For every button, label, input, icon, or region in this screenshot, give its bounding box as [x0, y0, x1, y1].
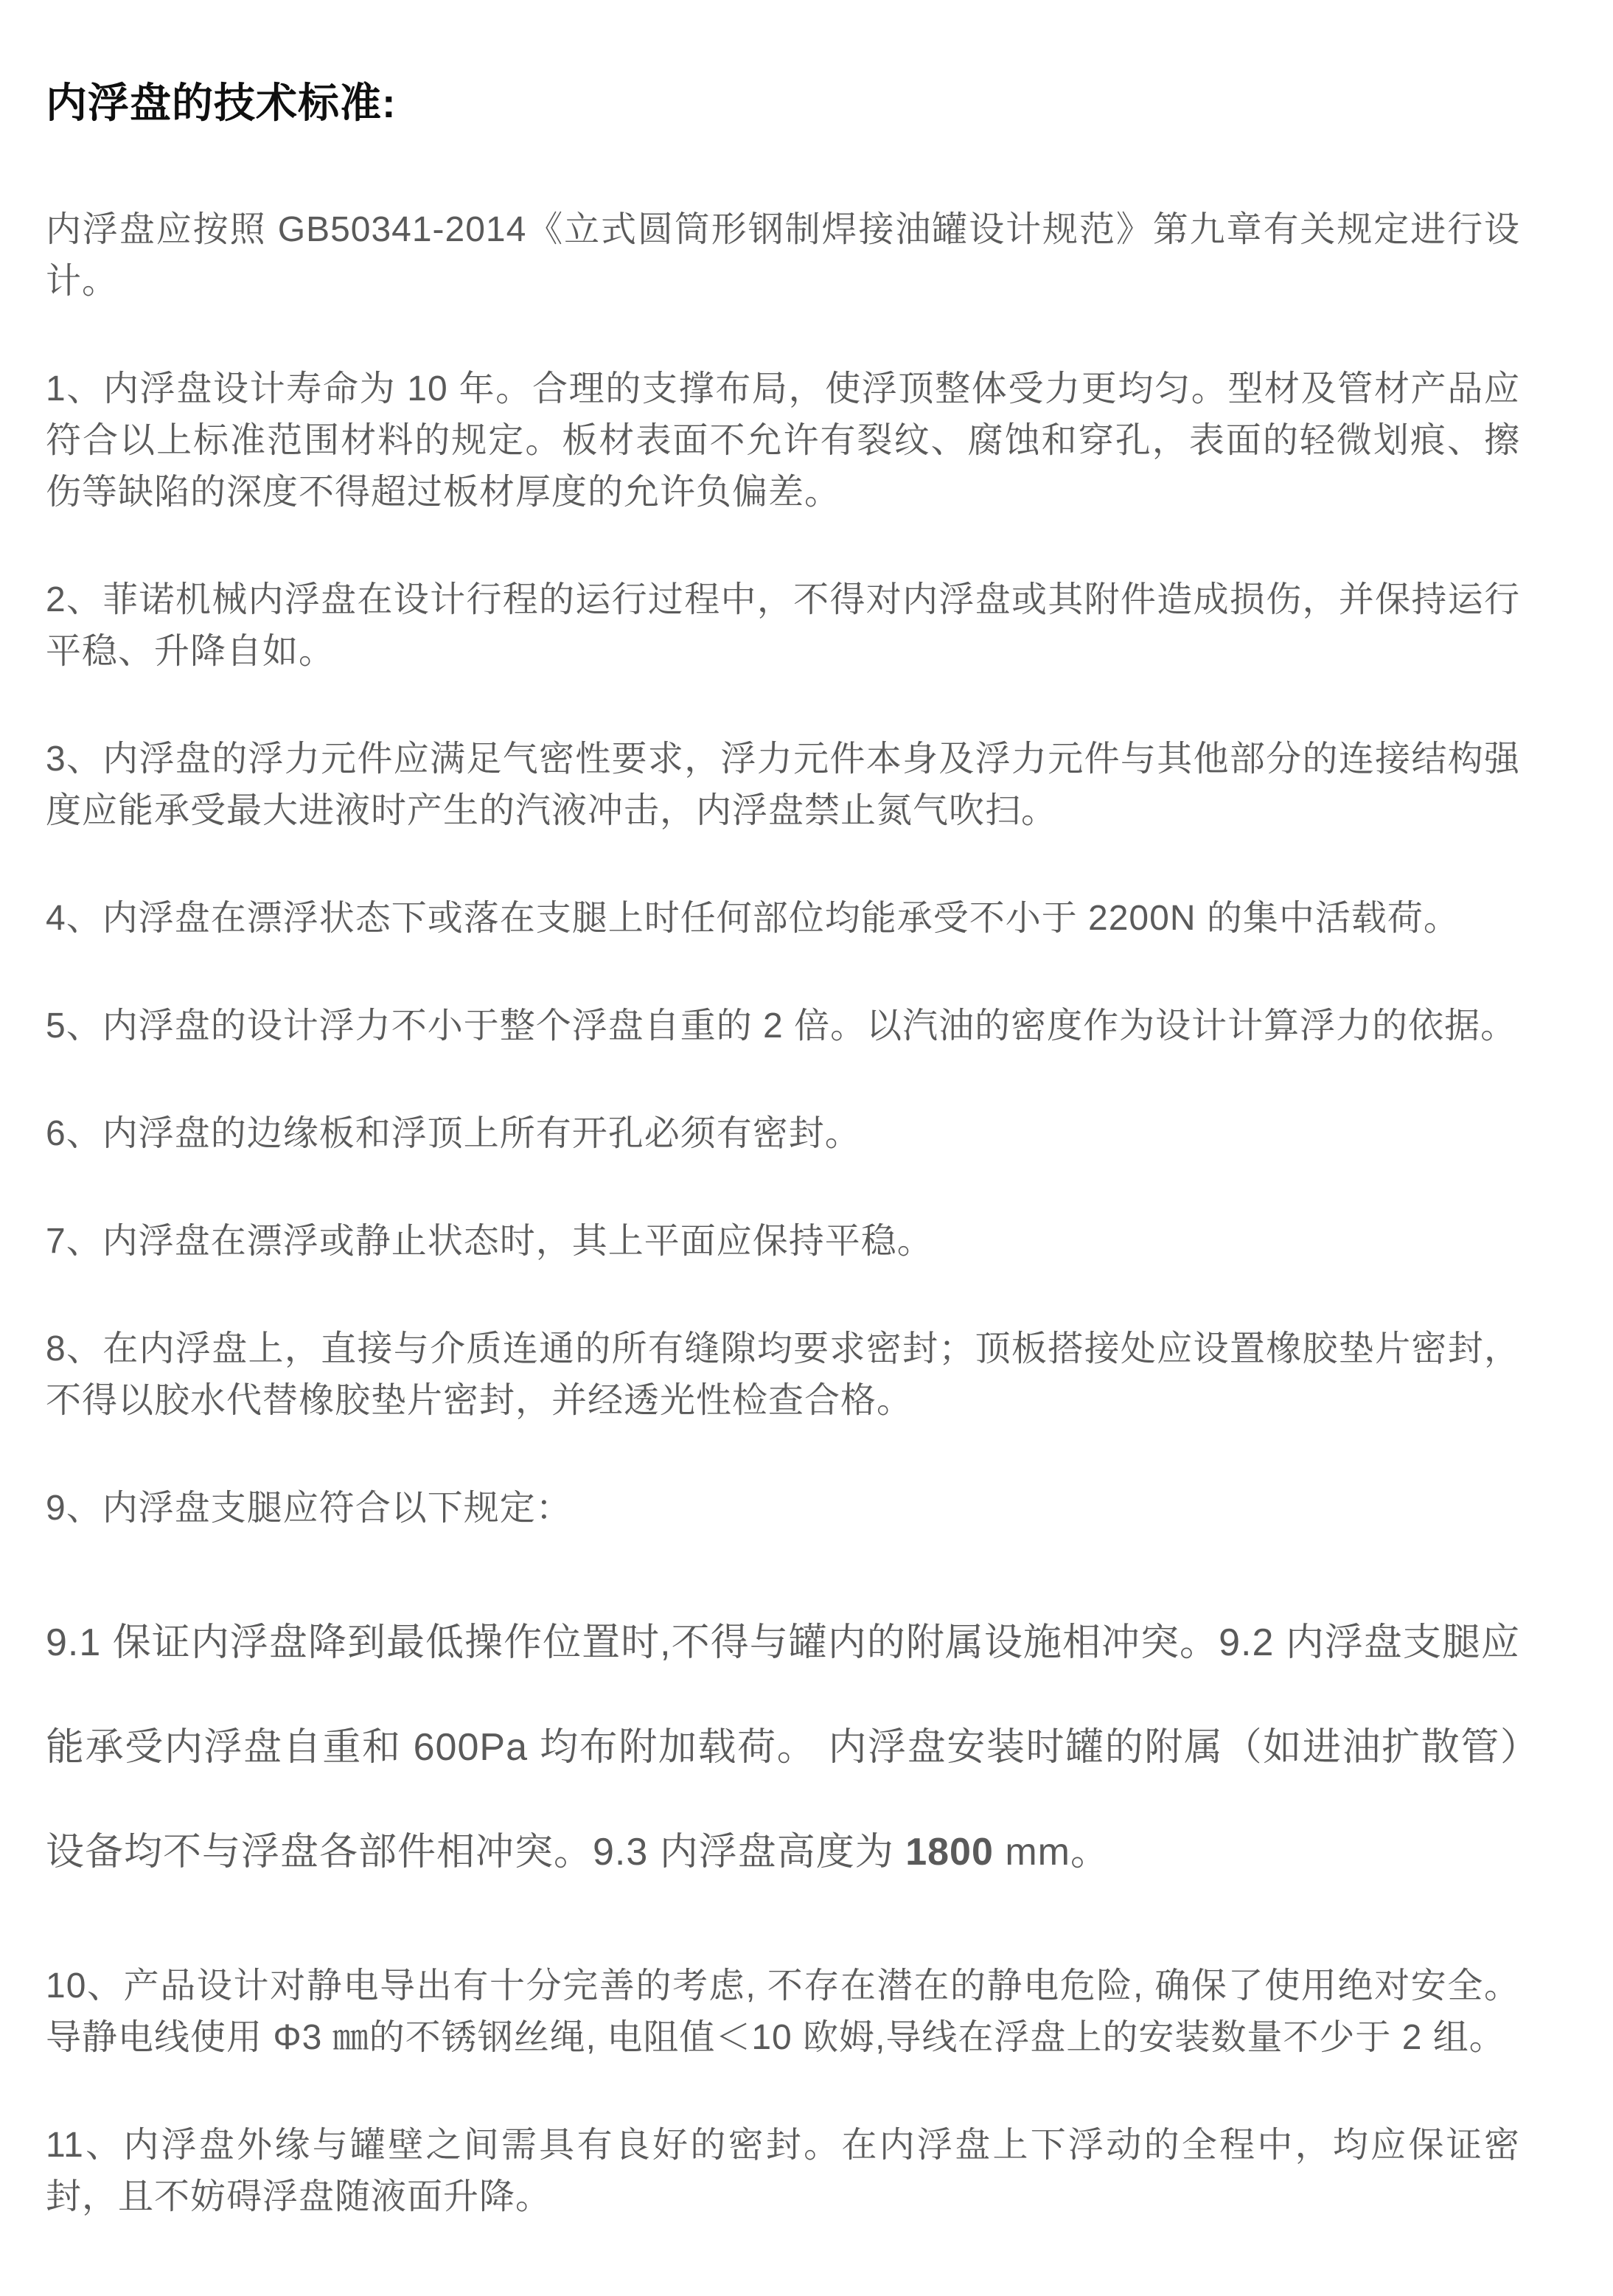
clause-3-paragraph: 3、内浮盘的浮力元件应满足气密性要求，浮力元件本身及浮力元件与其他部分的连接结构强度应能承受最大进液时产生的汽液冲击，内浮盘禁止氮气吹扫。 [46, 740, 1520, 830]
floating-deck-height-unit: mm。 [993, 1831, 1109, 1874]
clause-2-paragraph: 2、菲诺机械内浮盘在设计行程的运行过程中，不得对内浮盘或其附件造成损伤，并保持运行平稳、升降自如。 [46, 580, 1520, 671]
document-body [46, 79, 1520, 2223]
clause-10-paragraph: 10、产品设计对静电导出有十分完善的考虑, 不存在潜在的静电危险, 确保了使用绝对安全。导静电线使用 Φ3 ㎜的不锈钢丝绳, 电阻值＜10 欧姆,导线在浮盘上的安装数量不少于 2 组。 [46, 1966, 1520, 2057]
floating-deck-height-value: 1800 [905, 1831, 994, 1874]
page-title: 内浮盘的技术标准: [46, 80, 397, 126]
clause-5-paragraph: 5、内浮盘的设计浮力不小于整个浮盘自重的 2 倍。以汽油的密度作为设计计算浮力的依据。 [46, 1006, 1517, 1046]
clause-1-paragraph: 1、内浮盘设计寿命为 10 年。合理的支撑布局，使浮顶整体受力更均匀。型材及管材产品应符合以上标准范围材料的规定。板材表面不允许有裂纹、腐蚀和穿孔，表面的轻微划痕、擦伤等缺陷的深度不得超过板材厚度的允许负偏差。 [46, 369, 1520, 512]
clause-6-paragraph: 6、内浮盘的边缘板和浮顶上所有开孔必须有密封。 [46, 1114, 861, 1153]
clause-9-paragraph: 9、内浮盘支腿应符合以下规定： [46, 1489, 572, 1528]
clause-9-subclauses-paragraph [46, 1590, 1520, 1904]
page [0, 79, 1613, 2296]
clause-8-paragraph: 8、在内浮盘上，直接与介质连通的所有缝隙均要求密封；顶板搭接处应设置橡胶垫片密封，不得以胶水代替橡胶垫片密封，并经透光性检查合格。 [46, 1329, 1520, 1420]
clause-4-paragraph: 4、内浮盘在漂浮状态下或落在支腿上时任何部位均能承受不小于 2200N 的集中活载荷。 [46, 899, 1460, 938]
intro-paragraph: 内浮盘应按照 GB50341-2014《立式圆筒形钢制焊接油罐设计规范》第九章有关规定进行设计。 [46, 210, 1520, 301]
clause-7-paragraph: 7、内浮盘在漂浮或静止状态时，其上平面应保持平稳。 [46, 1222, 933, 1261]
clause-9-subclauses-text: 9.1 保证内浮盘降到最低操作位置时,不得与罐内的附属设施相冲突。9.2 内浮盘支腿应能承受内浮盘自重和 600Pa 均布附加载荷。 内浮盘安装时罐的附属（如进油扩散管）设备均不与浮盘各部件相冲突。9.3 内浮盘高度为 [46, 1621, 1520, 1874]
clause-11-paragraph: 11、内浮盘外缘与罐壁之间需具有良好的密封。在内浮盘上下浮动的全程中，均应保证密封，且不妨碍浮盘随液面升降。 [46, 2126, 1520, 2216]
